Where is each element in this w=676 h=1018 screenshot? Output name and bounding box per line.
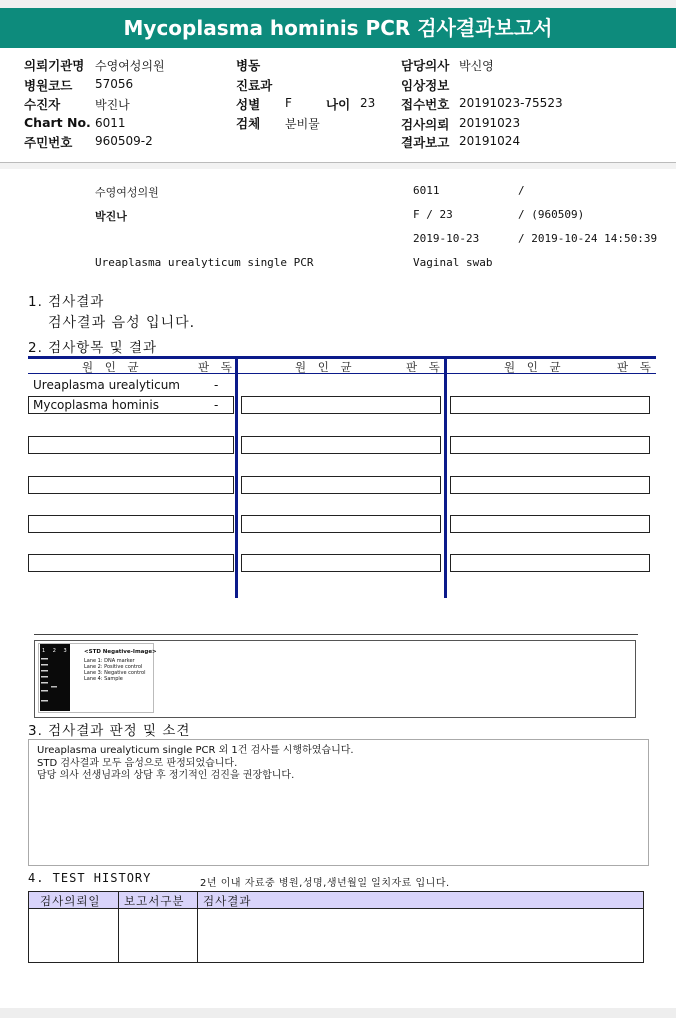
hospital-label: 의뢰기관명 <box>24 58 85 73</box>
gel-bands <box>40 644 70 711</box>
rrn-value: 960509-2 <box>95 134 153 148</box>
results-table-divider-1 <box>235 356 238 598</box>
summary-date: 2019-10-23 <box>413 232 480 245</box>
hospital-value: 수영여성의원 <box>95 59 165 73</box>
table-row-organism: Ureaplasma urealyticum <box>33 378 180 392</box>
section4-heading: 4. TEST HISTORY <box>28 871 152 885</box>
remark-line: STD 검사결과 모두 음성으로 판정되었습니다. <box>37 757 238 769</box>
remark-line: 담당 의사 선생님과의 상담 후 정기적인 검진을 권장합니다. <box>37 770 295 781</box>
summary-dob: / (960509) <box>518 208 585 221</box>
table-cell <box>450 396 650 414</box>
summary-test-name: Ureaplasma urealyticum single PCR <box>95 256 314 269</box>
chart-label: Chart No. <box>24 115 91 130</box>
table-row-organism: Mycoplasma hominis <box>33 398 159 412</box>
gel-legend-line: Lane 4: Sample <box>84 676 123 682</box>
summary-hospital: 수영여성의원 <box>95 186 159 199</box>
sex-label: 성별 <box>236 97 261 112</box>
table-cell <box>241 396 441 414</box>
code-label: 병원코드 <box>24 78 73 93</box>
summary-patient: 박진나 <box>95 210 127 223</box>
table-cell <box>241 436 441 454</box>
summary-specimen: Vaginal swab <box>413 256 493 269</box>
patient-value: 박진나 <box>95 98 130 112</box>
table-row-result: - <box>214 378 219 392</box>
table-cell <box>450 476 650 494</box>
section1-result: 검사결과 음성 입니다. <box>48 315 196 331</box>
summary-datetime: / 2019-10-24 14:50:39 <box>518 232 658 245</box>
section3-heading: 3. 검사결과 판정 및 소견 <box>28 723 191 739</box>
col-organism-2: 원 인 균 <box>295 360 356 374</box>
table-cell <box>450 554 650 572</box>
history-col-type: 보고서구분 <box>124 894 185 908</box>
summary-sex-age: F / 23 <box>413 208 453 221</box>
specimen-value: 분비물 <box>285 117 320 131</box>
dept-label: 진료과 <box>236 78 273 93</box>
gel-legend-line: Lane 1: DNA marker <box>84 658 135 664</box>
table-cell <box>450 515 650 533</box>
clinical-label: 임상정보 <box>401 78 450 93</box>
ward-label: 병동 <box>236 58 261 73</box>
gel-title: <STD Negative-Image> <box>84 649 157 655</box>
table-cell <box>241 554 441 572</box>
section1-heading: 1. 검사결과 <box>28 294 105 310</box>
report-value: 20191024 <box>459 134 521 148</box>
table-cell <box>450 436 650 454</box>
doctor-value: 박신영 <box>459 59 494 73</box>
table-cell <box>28 436 234 454</box>
table-cell <box>241 515 441 533</box>
request-label: 검사의뢰 <box>401 117 450 132</box>
results-table-divider-2 <box>444 356 447 598</box>
history-note: 2년 이내 자료중 병원,성명,생년월일 일치자료 입니다. <box>200 878 450 889</box>
sex-value: F <box>285 96 292 110</box>
table-row-result: - <box>214 398 219 412</box>
col-judgement-2: 판 독 <box>406 360 444 374</box>
image-top-rule <box>34 634 638 635</box>
report-title: Mycoplasma hominis PCR 검사결과보고서 <box>0 8 676 48</box>
table-cell <box>28 476 234 494</box>
col-judgement-1: 판 독 <box>198 360 236 374</box>
footer-strip <box>0 1008 676 1018</box>
receipt-value: 20191023-75523 <box>459 96 563 110</box>
gel-legend-line: Lane 3: Negative control <box>84 670 146 676</box>
code-value: 57056 <box>95 77 134 91</box>
receipt-label: 접수번호 <box>401 97 450 112</box>
header-shade <box>0 163 676 169</box>
history-table-header <box>28 891 644 909</box>
top-strip <box>0 0 676 8</box>
chart-value: 6011 <box>95 116 126 130</box>
section2-heading: 2. 검사항목 및 결과 <box>28 340 158 356</box>
specimen-label: 검체 <box>236 116 261 131</box>
gel-legend <box>84 649 157 682</box>
col-organism-3: 원 인 균 <box>504 360 565 374</box>
summary-slash: / <box>518 184 525 197</box>
patient-label: 수진자 <box>24 97 61 112</box>
age-label: 나이 <box>326 97 351 112</box>
table-cell <box>241 476 441 494</box>
history-col-divider-1 <box>118 891 119 963</box>
history-col-result: 검사결과 <box>203 894 252 908</box>
request-value: 20191023 <box>459 116 521 130</box>
table-cell <box>28 554 234 572</box>
age-value: 23 <box>360 96 376 110</box>
remarks-box <box>28 739 649 866</box>
gel-electrophoresis-image <box>40 644 81 711</box>
summary-chart: 6011 <box>413 184 440 197</box>
gel-lane-numbers: 1 2 3 4 <box>42 648 81 654</box>
history-col-divider-2 <box>197 891 198 963</box>
col-judgement-3: 판 독 <box>617 360 655 374</box>
remark-line: Ureaplasma urealyticum single PCR 외 1건 검사를 시행하였습니다. <box>37 745 354 756</box>
rrn-label: 주민번호 <box>24 135 73 150</box>
table-cell <box>28 515 234 533</box>
col-organism-1: 원 인 균 <box>82 360 143 374</box>
history-col-date: 검사의뢰일 <box>40 894 101 908</box>
doctor-label: 담당의사 <box>401 58 450 73</box>
gel-legend-line: Lane 2: Positive control <box>84 664 143 670</box>
report-label: 결과보고 <box>401 135 450 150</box>
